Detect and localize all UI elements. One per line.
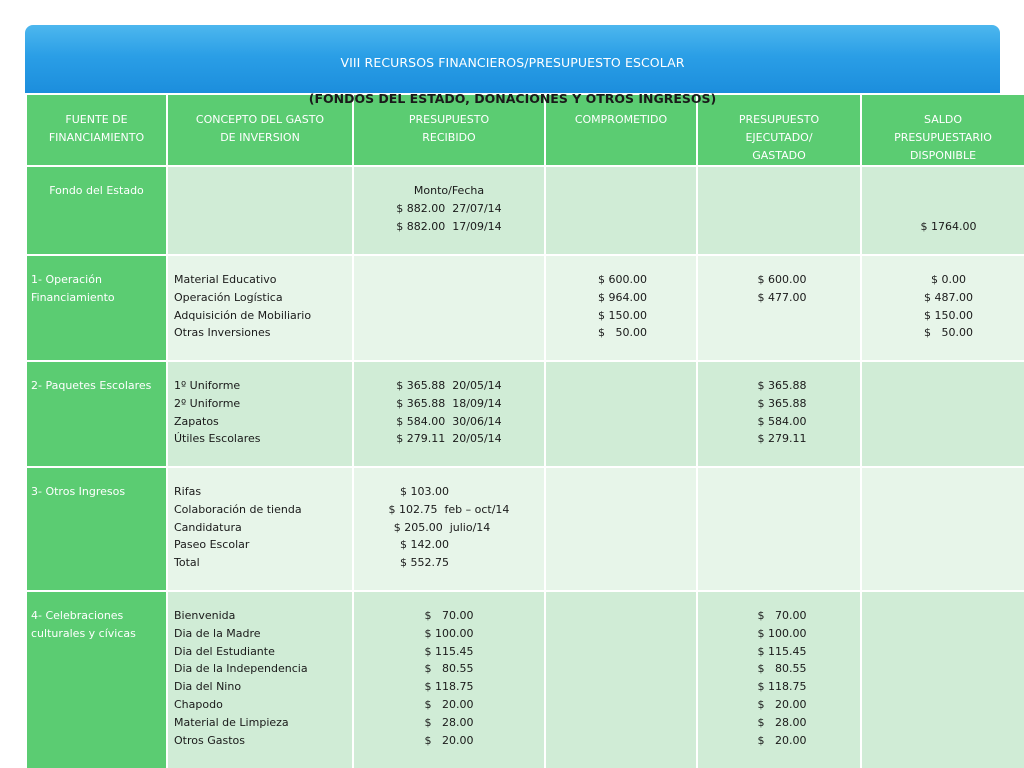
cell-lines — [698, 468, 860, 483]
cell-line: Bienvenida — [174, 609, 236, 622]
cell-lines — [354, 362, 544, 448]
cell-line: $ 28.00 — [757, 715, 807, 729]
table-row — [26, 255, 1024, 361]
balance-cell — [861, 166, 1024, 255]
cell-lines — [698, 256, 860, 307]
cell-line: $ 365.88 — [757, 379, 807, 392]
cell-lines — [546, 167, 696, 182]
balance-cell — [861, 361, 1024, 467]
executed-cell — [697, 591, 861, 768]
cell-line: $ 882.00 17/09/14 — [396, 219, 502, 233]
cell-line: $ 50.00 — [598, 326, 647, 340]
cell-line: Material Educativo — [174, 273, 277, 286]
cell-line: $ 150.00 — [924, 308, 973, 322]
cell-line: Otros Gastos — [174, 733, 245, 747]
received-cell — [353, 467, 545, 591]
cell-line: $ 964.00 — [598, 290, 647, 304]
cell-line: Útiles Escolares — [174, 432, 261, 446]
table-row — [26, 166, 1024, 255]
funding-source-cell: 4- Celebraciones culturales y cívicas — [26, 591, 167, 768]
cell-line: $ 102.75 feb – oct/14 — [388, 502, 510, 516]
received-cell — [353, 255, 545, 361]
balance-cell — [861, 255, 1024, 361]
cell-lines — [862, 468, 1024, 483]
committed-cell — [545, 255, 697, 361]
cell-line: Candidatura — [174, 520, 242, 534]
cell-line: $ 584.00 30/06/14 — [396, 414, 502, 428]
cell-line: Dia de la Independencia — [174, 662, 308, 676]
cell-line: $ 103.00 — [400, 485, 498, 498]
cell-line: $ 365.88 20/05/14 — [396, 379, 502, 392]
cell-line: $ 100.00 — [424, 626, 474, 640]
funding-source-cell: Fondo del Estado — [26, 166, 167, 255]
concept-cell — [167, 591, 353, 768]
cell-line: $ 600.00 — [598, 273, 647, 286]
committed-cell — [545, 361, 697, 467]
header-label: COMPROMETIDO — [574, 113, 668, 126]
received-cell — [353, 591, 545, 768]
cell-line: $ 20.00 — [757, 697, 807, 711]
cell-lines — [698, 592, 860, 749]
cell-line: 1º Uniforme — [174, 379, 241, 392]
balance-cell — [861, 467, 1024, 591]
executed-cell — [697, 166, 861, 255]
cell-lines — [698, 362, 860, 448]
table-row — [26, 467, 1024, 591]
cell-line: Adquisición de Mobiliario — [174, 308, 312, 322]
cell-line: $ 1764.00 — [920, 219, 977, 233]
executed-cell — [697, 361, 861, 467]
cell-lines — [546, 592, 696, 607]
page-subtitle: (FONDOS DEL ESTADO, DONACIONES Y OTROS INGRESOS) — [308, 91, 717, 106]
table-row — [26, 591, 1024, 768]
cell-lines — [546, 468, 696, 483]
cell-line: $ 80.55 — [424, 662, 474, 676]
cell-line: $ 50.00 — [924, 326, 973, 340]
cell-lines — [862, 256, 1024, 342]
cell-line: $ 552.75 — [400, 556, 498, 570]
cell-line: $ 20.00 — [757, 733, 807, 747]
cell-lines — [862, 592, 1024, 607]
cell-lines — [168, 362, 352, 448]
cell-line: $ 365.88 — [757, 396, 807, 410]
cell-lines — [354, 167, 544, 235]
cell-line: $ 28.00 — [424, 715, 474, 729]
funding-source-cell: 2- Paquetes Escolares — [26, 361, 167, 467]
cell-lines — [354, 592, 544, 749]
cell-line: $ 279.11 — [757, 432, 807, 446]
cell-line — [873, 182, 1024, 200]
committed-cell — [545, 166, 697, 255]
committed-cell — [545, 467, 697, 591]
cell-lines — [168, 592, 352, 749]
received-cell — [353, 361, 545, 467]
cell-lines — [546, 362, 696, 377]
cell-lines — [354, 256, 544, 271]
funding-source-cell: 3- Otros Ingresos — [26, 467, 167, 591]
cell-line: Chapodo — [174, 697, 223, 711]
cell-lines — [354, 468, 544, 572]
cell-line: Zapatos — [174, 414, 219, 428]
cell-line: $ 150.00 — [598, 308, 647, 322]
cell-line: Otras Inversiones — [174, 326, 271, 340]
cell-line: Material de Limpieza — [174, 715, 289, 729]
header-label: FUENTE DE FINANCIAMIENTO — [48, 113, 145, 144]
cell-line: $ 279.11 20/05/14 — [396, 432, 502, 446]
cell-line: Total — [174, 556, 200, 570]
concept-cell — [167, 255, 353, 361]
cell-line: Paseo Escolar — [174, 538, 250, 552]
cell-line: $ 20.00 — [424, 733, 474, 747]
cell-line: Dia de la Madre — [174, 626, 261, 640]
header-label: PRESUPUESTO EJECUTADO/ GASTADO — [738, 113, 820, 162]
cell-line: Operación Logística — [174, 290, 283, 304]
cell-line: $ 80.55 — [757, 662, 807, 676]
cell-line: Dia del Estudiante — [174, 644, 275, 658]
title-banner — [25, 25, 1000, 95]
page-title: VIII RECURSOS FINANCIEROS/PRESUPUESTO ESCOLAR — [340, 55, 685, 70]
cell-lines — [698, 167, 860, 182]
cell-line: $ 600.00 — [757, 273, 807, 286]
cell-line: $ 584.00 — [757, 414, 807, 428]
cell-line: $ 70.00 — [757, 609, 807, 622]
cell-line: Monto/Fecha — [413, 184, 485, 197]
concept-cell — [167, 361, 353, 467]
budget-table — [25, 93, 1024, 768]
concept-cell — [167, 166, 353, 255]
committed-cell — [545, 591, 697, 768]
cell-lines — [168, 167, 352, 182]
cell-line: $ 70.00 — [424, 609, 474, 622]
cell-lines — [168, 468, 352, 572]
cell-line: $ 20.00 — [424, 697, 474, 711]
cell-line: $ 882.00 27/07/14 — [396, 201, 502, 215]
executed-cell — [697, 255, 861, 361]
cell-line: $ 0.00 — [931, 273, 966, 286]
concept-cell — [167, 467, 353, 591]
cell-line: $ 118.75 — [757, 680, 807, 694]
received-cell — [353, 166, 545, 255]
balance-cell — [861, 591, 1024, 768]
header-label: PRESUPUESTO RECIBIDO — [408, 113, 490, 144]
cell-line: Rifas — [174, 485, 202, 498]
cell-lines — [546, 256, 696, 342]
cell-line: Dia del Nino — [174, 680, 242, 694]
table-row — [26, 361, 1024, 467]
cell-line — [873, 200, 1024, 218]
cell-line: $ 118.75 — [424, 680, 474, 694]
cell-line: $ 115.45 — [757, 644, 807, 658]
cell-line: $ 142.00 — [400, 538, 498, 552]
cell-line: $ 100.00 — [757, 626, 807, 640]
funding-source-cell: 1- Operación Financiamiento — [26, 255, 167, 361]
cell-line: 2º Uniforme — [174, 396, 241, 410]
cell-lines — [862, 362, 1024, 377]
cell-lines — [168, 256, 352, 342]
header-label: SALDO PRESUPUESTARIO DISPONIBLE — [894, 113, 992, 162]
cell-line: $ 365.88 18/09/14 — [396, 396, 502, 410]
cell-lines — [862, 167, 1024, 235]
cell-line: $ 477.00 — [757, 290, 807, 304]
cell-line: Colaboración de tienda — [174, 502, 302, 516]
cell-line: $ 205.00 julio/14 — [393, 520, 505, 534]
header-label: CONCEPTO DEL GASTO DE INVERSION — [195, 113, 325, 144]
cell-line: $ 115.45 — [424, 644, 474, 658]
executed-cell — [697, 467, 861, 591]
cell-line: $ 487.00 — [924, 290, 973, 304]
